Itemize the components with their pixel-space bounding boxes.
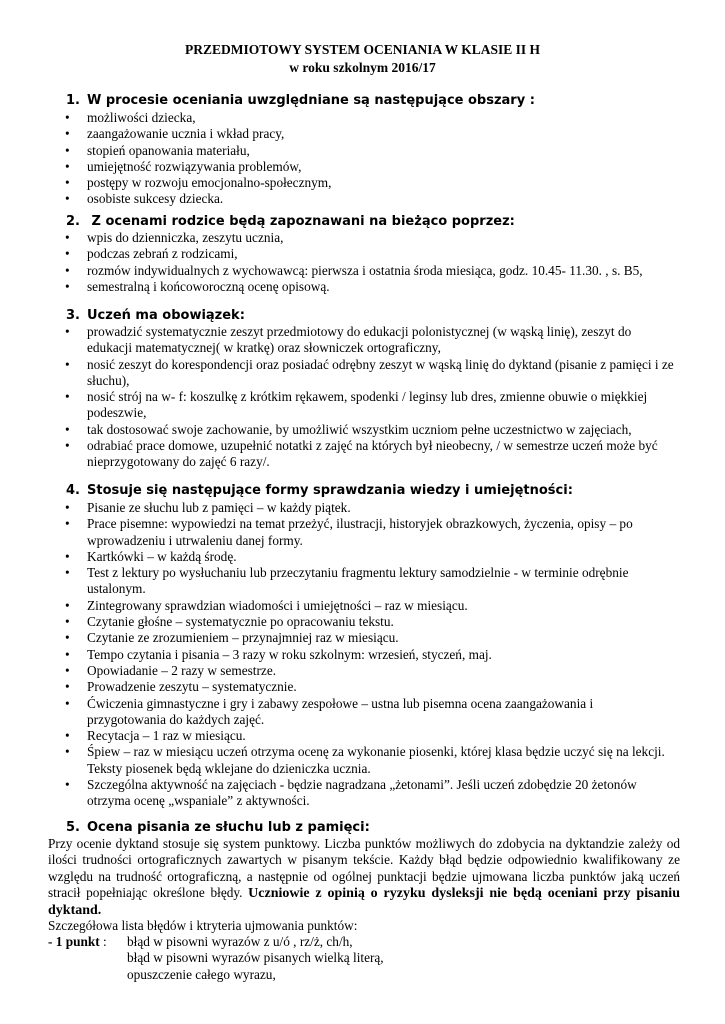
criteria-item: błąd w pisowni wyrazów z u/ó , rz/ż, ch/h, <box>127 934 353 949</box>
list-item: • Czytanie głośne – systematycznie po opracowaniu tekstu. <box>64 614 674 630</box>
section-title: W procesie oceniania uwzględniane są następujące obszary : <box>87 93 535 108</box>
document-title: PRZEDMIOTOWY SYSTEM OCENIANIA W KLASIE II H <box>184 42 541 57</box>
dyslexia-note: Uczniowie z opinią o ryzyku dysleksji nie będą oceniani przy pisaniu dyktand. <box>48 885 680 919</box>
section-4-heading <box>66 482 573 499</box>
list-item: • Kartkówki – w każdą środę. <box>64 549 674 565</box>
list-item: • Prowadzenie zeszytu – systematycznie. <box>64 679 674 695</box>
list-item: • semestralną i końcoworoczną ocenę opisową. <box>64 279 674 295</box>
list-item: • odrabiać prace domowe, uzupełnić notatki z zajęć na których był nieobecny, / w semestrze uczeń może być nieprzygotowany do zajęć 6 razy/. <box>64 438 674 471</box>
section-1-list <box>64 110 674 208</box>
criteria-intro: Szczegółowa lista błędów i ktryteria ujmowania punktów: <box>48 918 358 933</box>
list-item: • podczas zebrań z rodzicami, <box>64 246 674 262</box>
list-item: • postępy w rozwoju emocjonalno-społecznym, <box>64 175 674 191</box>
paragraph-text: Przy ocenie dyktand stosuje się system punktowy. Liczba punktów możliwych do zdobycia na dyktandzie zależy od ilości trudności ortograficznych zawartych w pisanym tekście. Każdy błąd będzie odpowiednio kwalifikowany ze względu na trudność ortograficzną, a następnie od ogólnej punktacji będzie ujmowana liczba punktów jaką uczeń stracił popełniając określone błędy. <box>48 836 680 900</box>
list-item: • nosić zeszyt do korespondencji oraz posiadać odrębny zeszyt w wąską linię do dyktand (pisanie z pamięci i ze słuchu), <box>64 357 674 390</box>
section-number: 5. <box>66 820 80 835</box>
section-number: 1. <box>66 93 80 108</box>
section-4-list <box>64 500 674 810</box>
list-item: • Recytacja – 1 raz w miesiącu. <box>64 728 674 744</box>
document-subtitle: w roku szkolnym 2016/17 <box>289 60 436 75</box>
list-item: • Zintegrowany sprawdzian wiadomości i umiejętności – raz w miesiącu. <box>64 598 674 614</box>
section-5-paragraph <box>48 836 680 919</box>
list-item: • możliwości dziecka, <box>64 110 674 126</box>
list-item: • Pisanie ze słuchu lub z pamięci – w każdy piątek. <box>64 500 674 516</box>
list-item: • Śpiew – raz w miesiącu uczeń otrzyma ocenę za wykonanie piosenki, której klasa będzie uczyć się na lekcji. Teksty piosenek będą wklejane do dzieniczka ucznia. <box>64 744 674 777</box>
list-item: • Prace pisemne: wypowiedzi na temat przeżyć, ilustracji, historyjek obrazkowych, życzenia, opisy – po wprowadzeniu i utrwaleniu danej formy. <box>64 516 674 549</box>
section-2-list <box>64 230 674 295</box>
section-3-heading <box>66 307 245 324</box>
list-item: • Szczególna aktywność na zajęciach - będzie nagradzana „żetonami”. Jeśli uczeń zdobędzie 20 żetonów otrzyma ocenę „wspaniale” z aktywności. <box>64 777 674 810</box>
list-item: • Test z lektury po wysłuchaniu lub przeczytaniu fragmentu lektury samodzielnie - w terminie odrębnie ustalonym. <box>64 565 674 598</box>
section-5-heading <box>66 819 370 836</box>
list-item: • nosić strój na w- f: koszulkę z krótkim rękawem, spodenki / leginsy lub dres, zmienne obuwie o miękkiej podeszwie, <box>64 389 674 422</box>
point-criteria-list <box>127 934 384 983</box>
list-item: • prowadzić systematycznie zeszyt przedmiotowy do edukacji polonistycznej (w wąską linię), zeszyt do edukacji matematycznej( w kratkę) oraz słowniczek ortograficzny, <box>64 324 674 357</box>
section-number: 3. <box>66 308 80 323</box>
list-item: • Tempo czytania i pisania – 3 razy w roku szkolnym: wrzesień, styczeń, maj. <box>64 647 674 663</box>
list-item: • tak dostosować swoje zachowanie, by umożliwić wszystkim uczniom pełne uczestnictwo w zajęciach, <box>64 422 674 438</box>
section-3-list <box>64 324 674 471</box>
list-item: • rozmów indywidualnych z wychowawcą: pierwsza i ostatnia środa miesiąca, godz. 10.45- 11.30. , s. B5, <box>64 263 674 279</box>
list-item: • Opowiadanie – 2 razy w semestrze. <box>64 663 674 679</box>
list-item: • Ćwiczenia gimnastyczne i gry i zabawy zespołowe – ustna lub pisemna ocena zaangażowania i przygotowania do każdych zajęć. <box>64 696 674 729</box>
section-number: 4. <box>66 483 80 498</box>
criteria-item: opuszczenie całego wyrazu, <box>127 966 276 982</box>
section-title: Z ocenami rodzice będą zapoznawani na bieżąco poprzez: <box>87 214 515 229</box>
point-label-text: - 1 punkt <box>48 934 100 949</box>
list-item: • stopień opanowania materiału, <box>64 143 674 159</box>
list-item: • osobiste sukcesy dziecka. <box>64 191 674 207</box>
section-title: Ocena pisania ze słuchu lub z pamięci: <box>87 820 370 835</box>
point-label-colon: : <box>99 934 107 949</box>
list-item: • zaangażowanie ucznia i wkład pracy, <box>64 126 674 142</box>
section-title: Stosuje się następujące formy sprawdzania wiedzy i umiejętności: <box>87 483 573 498</box>
section-1-heading <box>66 92 535 109</box>
list-item: • wpis do dzienniczka, zeszytu ucznia, <box>64 230 674 246</box>
section-2-heading <box>66 213 515 230</box>
section-number: 2. <box>66 214 80 229</box>
list-item: • Czytanie ze zrozumieniem – przynajmniej raz w miesiącu. <box>64 630 674 646</box>
criteria-item: błąd w pisowni wyrazów pisanych wielką literą, <box>127 950 384 966</box>
section-title: Uczeń ma obowiązek: <box>87 308 245 323</box>
list-item: • umiejętność rozwiązywania problemów, <box>64 159 674 175</box>
point-label <box>48 934 107 950</box>
